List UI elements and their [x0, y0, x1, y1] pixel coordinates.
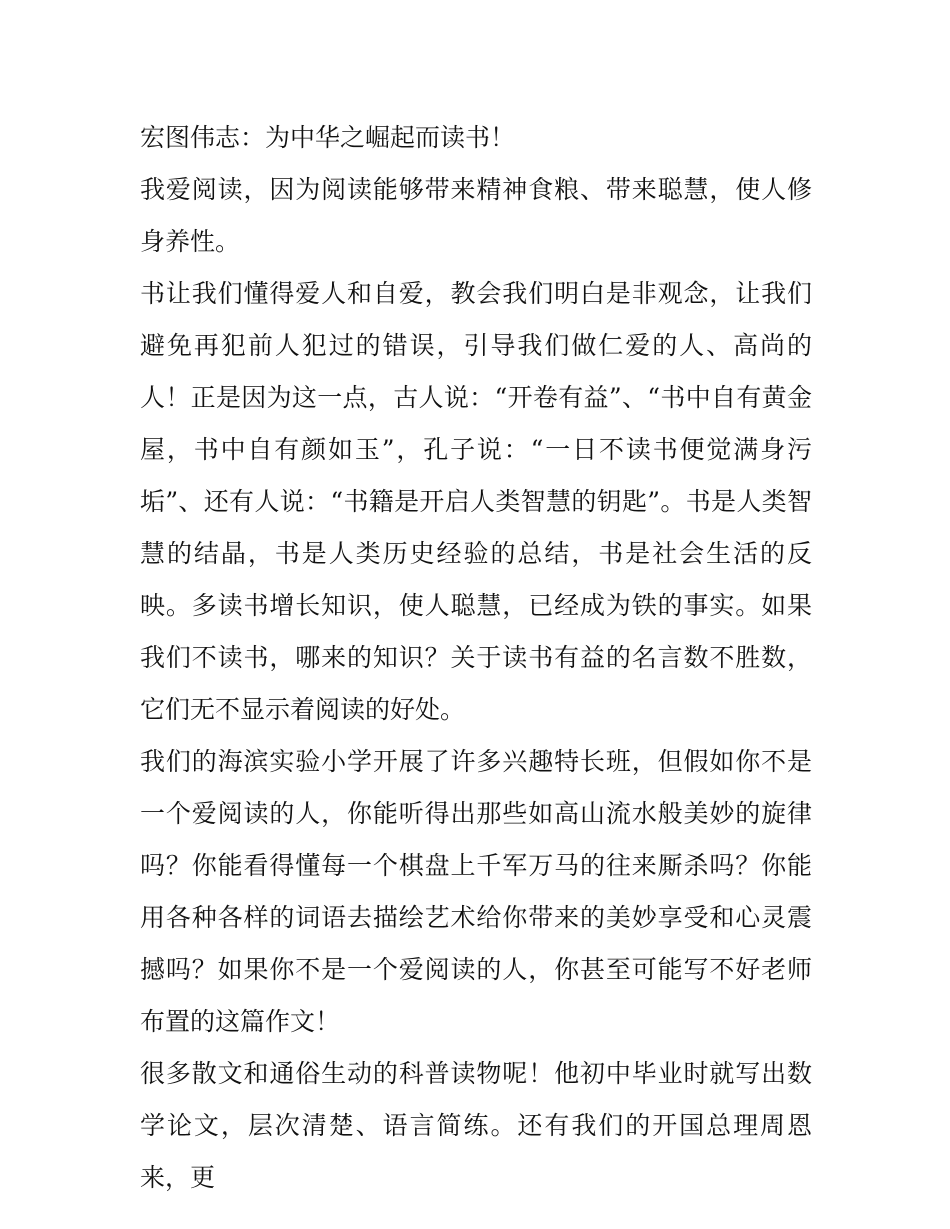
paragraph-love-reading: 我爱阅读，因为阅读能够带来精神食粮、带来聪慧，使人修身养性。: [140, 175, 812, 256]
paragraph-title-line: 宏图伟志：为中华之崛起而读书！: [140, 123, 516, 152]
document-body: [140, 112, 812, 1204]
paragraph-books-teach: 书让我们懂得爱人和自爱，教会我们明白是非观念，让我们避免再犯前人犯过的错误，引导我们做仁爱的人、高尚的人！正是因为这一点，古人说：“开卷有益”、“书中自有黄金屋，书中自有颜如玉”，孔子说：“一日不读书便觉满身污垢”、还有人说：“书籍是开启人类智慧的钥匙”。书是人类智慧的结晶，书是人类历史经验的总结，书是社会生活的反映。多读书增长知识，使人聪慧，已经成为铁的事实。如果我们不读书，哪来的知识？关于读书有益的名言数不胜数，它们无不显示着阅读的好处。: [140, 279, 812, 724]
paragraph-continued: 很多散文和通俗生动的科普读物呢！他初中毕业时就写出数学论文，层次清楚、语言简练。还有我们的开国总理周恩来，更: [140, 1059, 812, 1192]
paragraph-school-classes: 我们的海滨实验小学开展了许多兴趣特长班，但假如你不是一个爱阅读的人，你能听得出那些如高山流水般美妙的旋律吗？你能看得懂每一个棋盘上千军万马的往来厮杀吗？你能用各种各样的词语去描绘艺术给你带来的美妙享受和心灵震撼吗？如果你不是一个爱阅读的人，你甚至可能写不好老师布置的这篇作文！: [140, 747, 812, 1036]
